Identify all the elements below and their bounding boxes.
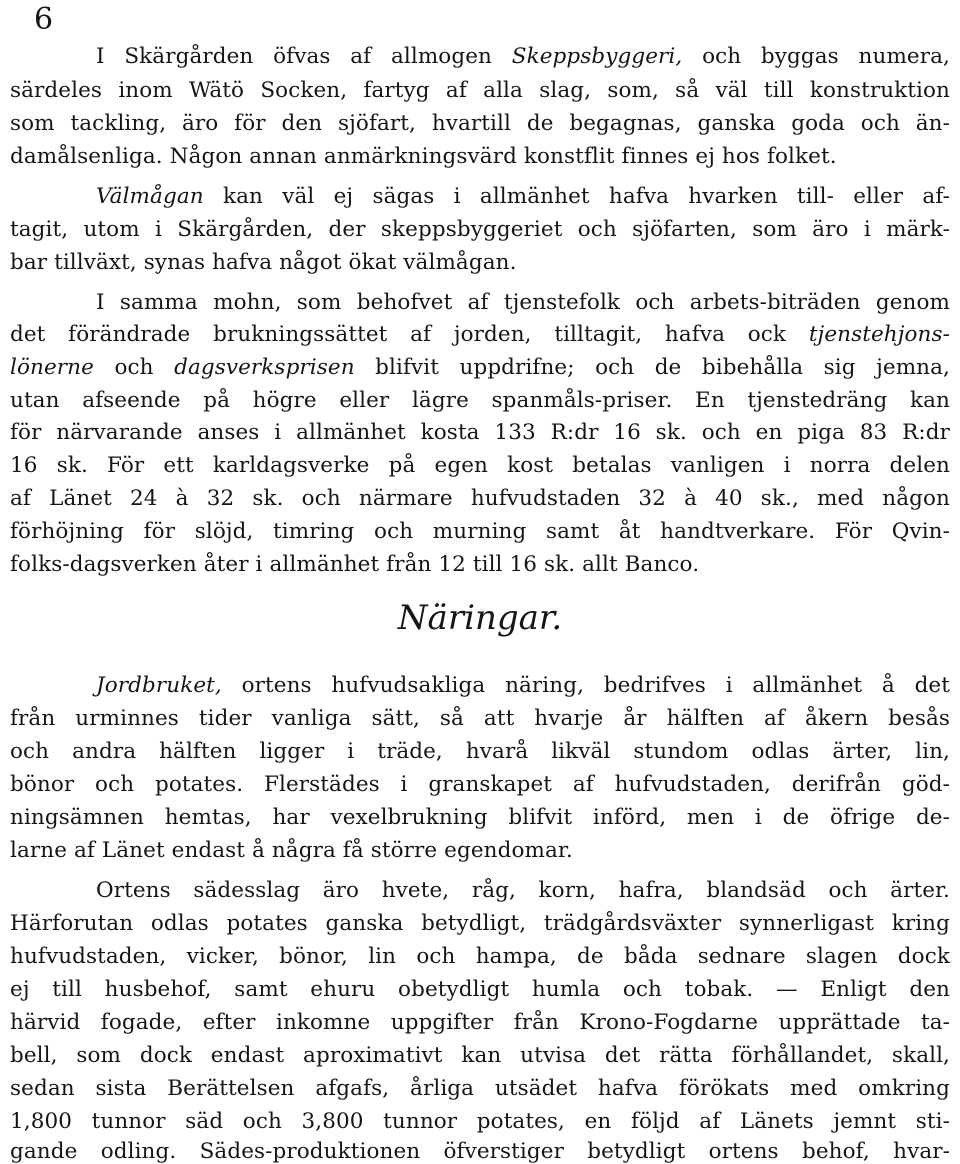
text-line: hufvudstaden, vicker, bönor, lin och hampa, de båda sednare slagen dock	[10, 944, 950, 969]
text-line: förhöjning för slöjd, timring och murning samt åt handtverkare. För Qvin-	[10, 519, 950, 544]
text-line: 1,800 tunnor säd och 3,800 tunnor potates, en följd af Länets jemnt sti-	[10, 1109, 950, 1134]
line-content: det förändrade brukningssättet af jorden, tilltagit, hafva ock tjenstehjons-	[10, 322, 950, 347]
text-line: Härforutan odlas potates ganska betydligt, trädgårdsväxter synnerligast kring	[10, 911, 950, 936]
text-line: utan afseende på högre eller lägre spanmåls-priser. En tjenstedräng kan	[10, 388, 950, 413]
text-line	[96, 184, 950, 210]
text-line: Ortens sädesslag äro hvete, råg, korn, hafra, blandsäd och ärter.	[96, 878, 950, 903]
text-line: för närvarande anses i allmänhet kosta 133 R:dr 16 sk. och en piga 83 R:dr	[10, 420, 950, 445]
text-line: bönor och potates. Flerstädes i granskapet af hufvudstaden, derifrån göd-	[10, 772, 950, 797]
page-number: 6	[34, 2, 54, 37]
text-line: ningsämnen hemtas, har vexelbrukning blifvit införd, men i de öfrige de-	[10, 805, 950, 830]
text-line: och andra hälften ligger i träde, hvarå likväl stundom odlas ärter, lin,	[10, 739, 950, 764]
line-content: lönerne och dagsverksprisen blifvit uppdrifne; och de bibehålla sig jemna,	[10, 355, 950, 380]
text-line	[96, 673, 950, 699]
text-line: bar tillväxt, synas hafva något ökat välmågan.	[10, 250, 517, 275]
italic-term: lönerne	[10, 355, 94, 380]
italic-term: Jordbruket,	[96, 673, 222, 698]
text-line: folks-dagsverken åter i allmänhet från 12 till 16 sk. allt Banco.	[10, 552, 700, 577]
line-content: I Skärgården öfvas af allmogen Skeppsbyggeri, och byggas numera,	[96, 44, 950, 69]
text-line: larne af Länet endast å några få större egendomar.	[10, 838, 573, 863]
text-line: härvid fogade, efter inkomne uppgifter från Krono-Fogdarne upprättade ta-	[10, 1010, 950, 1035]
text-line: sedan sista Berättelsen afgafs, årliga utsädet hafva förökats med omkring	[10, 1076, 950, 1101]
text-line	[10, 355, 950, 381]
text-line: ej till husbehof, samt ehuru obetydligt humla och tobak. — Enligt den	[10, 977, 950, 1002]
text-line: gande odling. Sädes-produktionen öfverstiger betydligt ortens behof, hvar-	[10, 1139, 950, 1164]
italic-term: Skeppsbyggeri,	[511, 44, 683, 69]
text-line: som tackling, äro för den sjöfart, hvartill de begagnas, ganska goda och än-	[10, 111, 950, 136]
text-line: af Länet 24 à 32 sk. och närmare hufvudstaden 32 à 40 sk., med någon	[10, 486, 950, 511]
text-line: bell, som dock endast aproximativt kan utvisa det rätta förhållandet, skall,	[10, 1043, 950, 1068]
text-line: från urminnes tider vanliga sätt, så att hvarje år hälften af åkern besås	[10, 706, 950, 731]
italic-term: Välmågan	[96, 184, 204, 209]
line-content: Välmågan kan väl ej sägas i allmänhet hafva hvarken till- eller af-	[96, 184, 950, 209]
italic-term: dagsverksprisen	[174, 355, 355, 380]
text-line	[10, 322, 950, 348]
text-line: 16 sk. För ett karldagsverke på egen kost betalas vanligen i norra delen	[10, 453, 950, 478]
section-heading: Näringar.	[397, 598, 563, 638]
italic-term: tjenstehjons-	[808, 322, 950, 347]
text-line: damålsenliga. Någon annan anmärkningsvärd konstflit finnes ej hos folket.	[10, 144, 837, 169]
line-content: Jordbruket, ortens hufvudsakliga näring, bedrifves i allmänhet å det	[96, 673, 950, 698]
text-line	[96, 44, 950, 70]
text-line: I samma mohn, som behofvet af tjenstefolk och arbets-biträden genom	[96, 290, 950, 315]
text-line: tagit, utom i Skärgården, der skeppsbyggeriet och sjöfarten, som äro i märk-	[10, 217, 950, 242]
text-line: särdeles inom Wätö Socken, fartyg af alla slag, som, så väl till konstruktion	[10, 78, 950, 103]
